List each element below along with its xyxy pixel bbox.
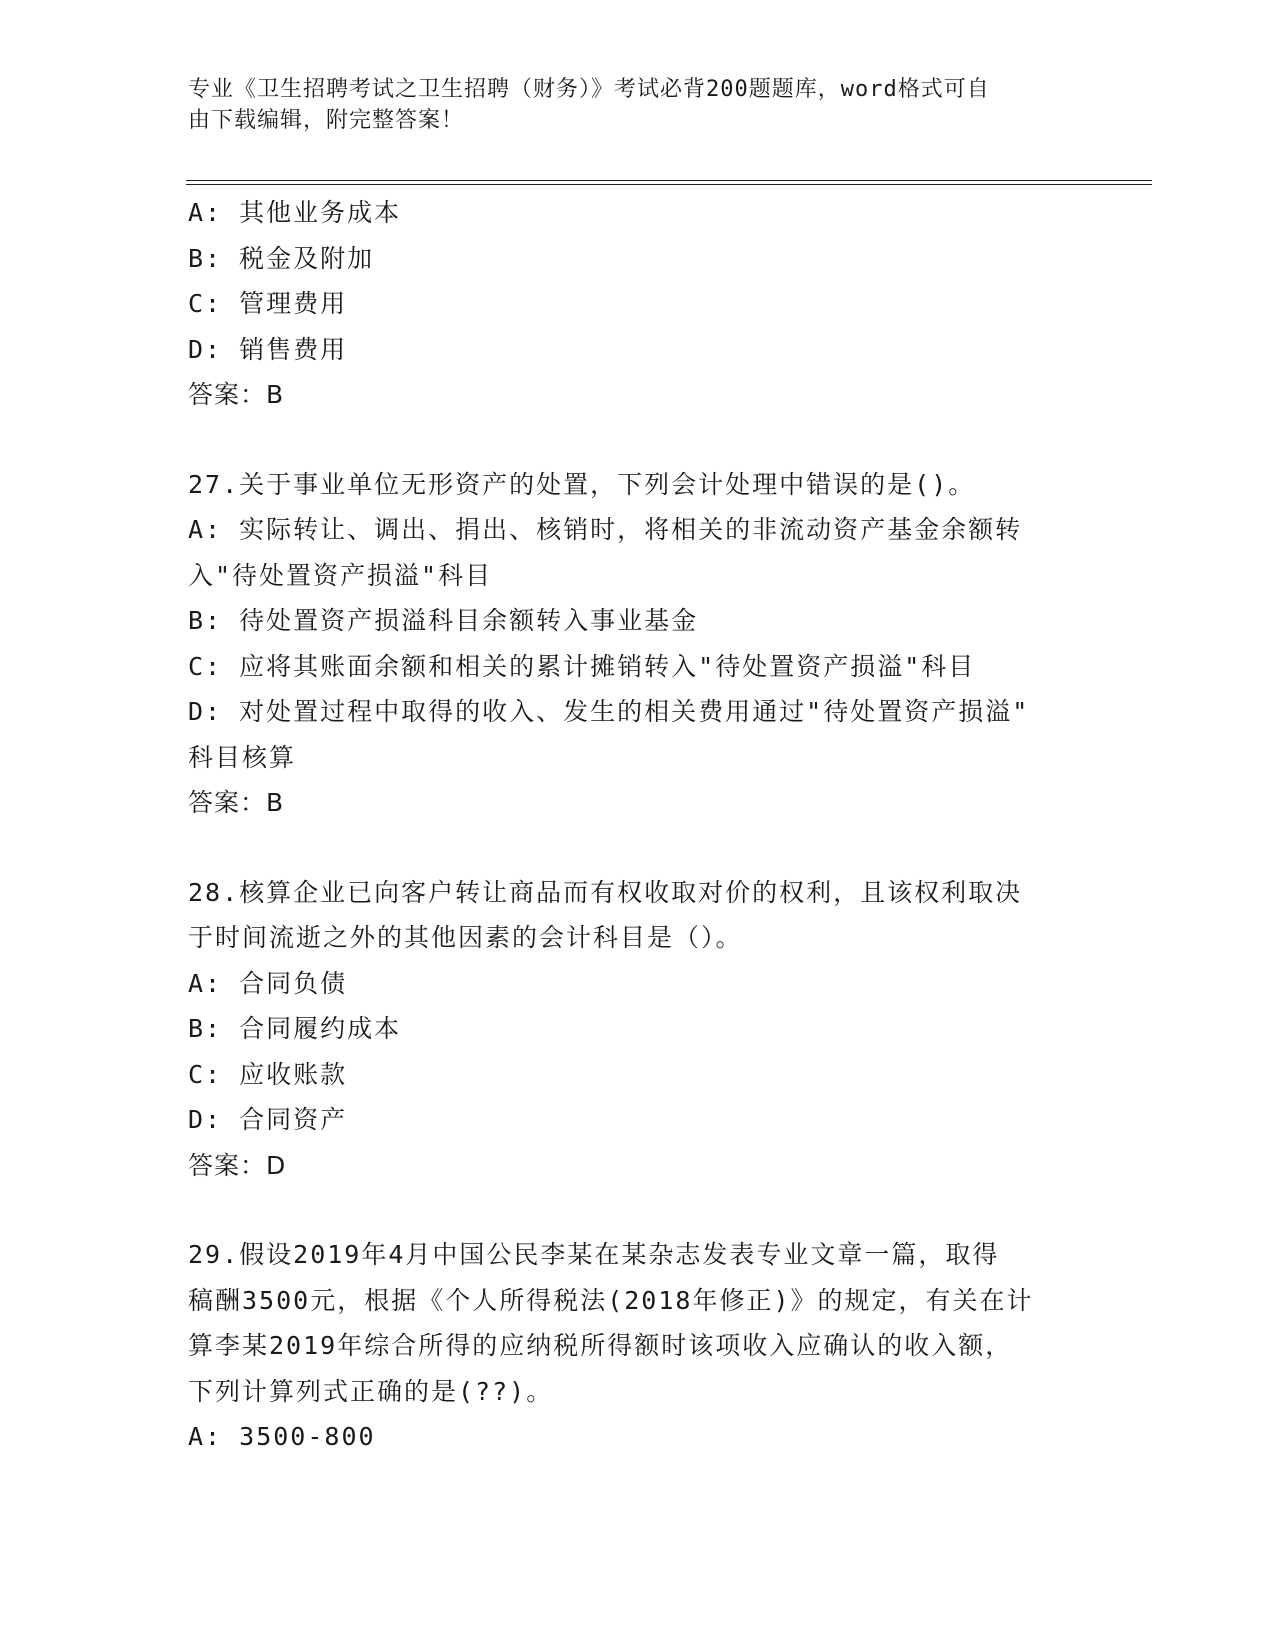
question-28 <box>188 870 1088 1189</box>
q29-stem-line-1: 29.假设2019年4月中国公民李某在某杂志发表专业文章一篇，取得 <box>188 1240 1000 1269</box>
header-line-1: 专业《卫生招聘考试之卫生招聘（财务）》考试必背200题题库，word格式可自 <box>188 77 990 102</box>
q28-option-b: B: 合同履约成本 <box>188 1014 402 1043</box>
question-29 <box>188 1232 1088 1460</box>
q28-option-c: C: 应收账款 <box>188 1059 348 1089</box>
question-27 <box>188 462 1088 826</box>
spacer <box>188 1188 1088 1232</box>
q26-option-a: A: 其他业务成本 <box>188 198 402 227</box>
header-line-2: 由下载编辑，附完整答案！ <box>188 108 465 133</box>
q26-option-b: B: 税金及附加 <box>188 243 375 273</box>
q29-stem-line-2: 稿酬3500元，根据《个人所得税法(2018年修正)》的规定，有关在计 <box>188 1285 1034 1315</box>
q28-option-d: D: 合同资产 <box>188 1105 348 1134</box>
q27-option-b: B: 待处置资产损溢科目余额转入事业基金 <box>188 606 699 635</box>
q27-option-d-line-2: 科目核算 <box>188 742 297 772</box>
spacer <box>188 418 1088 462</box>
q29-stem-line-4: 下列计算列式正确的是(??)。 <box>188 1376 554 1406</box>
q29-stem-line-3: 算李某2019年综合所得的应纳税所得额时该项收入应确认的收入额， <box>188 1331 1013 1360</box>
spacer <box>188 826 1088 870</box>
q28-option-a: A: 合同负债 <box>188 968 348 998</box>
q28-stem-line-2: 于时间流逝之外的其他因素的会计科目是（）。 <box>188 923 743 952</box>
q26-option-d: D: 销售费用 <box>188 334 348 364</box>
document-header <box>188 74 1068 136</box>
q27-option-a-line-1: A: 实际转让、调出、捐出、核销时，将相关的非流动资产基金余额转 <box>188 515 1023 544</box>
q27-option-d-line-1: D: 对处置过程中取得的收入、发生的相关费用通过"待处置资产损溢" <box>188 697 1030 726</box>
header-divider-bottom <box>186 184 1152 185</box>
header-divider-top <box>186 180 1152 181</box>
q27-option-c: C: 应将其账面余额和相关的累计摊销转入"待处置资产损溢"科目 <box>188 651 976 681</box>
q28-stem-line-1: 28.核算企业已向客户转让商品而有权收取对价的权利，且该权利取决 <box>188 877 1023 907</box>
q27-option-a-line-2: 入"待处置资产损溢"科目 <box>188 560 493 590</box>
q26-option-c: C: 管理费用 <box>188 289 348 318</box>
q26-answer: 答案：B <box>188 380 285 409</box>
question-26 <box>188 190 1088 418</box>
q27-stem: 27.关于事业单位无形资产的处置，下列会计处理中错误的是()。 <box>188 469 976 499</box>
q28-answer: 答案：D <box>188 1150 287 1180</box>
question-list <box>188 190 1088 1460</box>
q27-answer: 答案：B <box>188 788 285 817</box>
q29-option-a: A: 3500-800 <box>188 1422 376 1451</box>
